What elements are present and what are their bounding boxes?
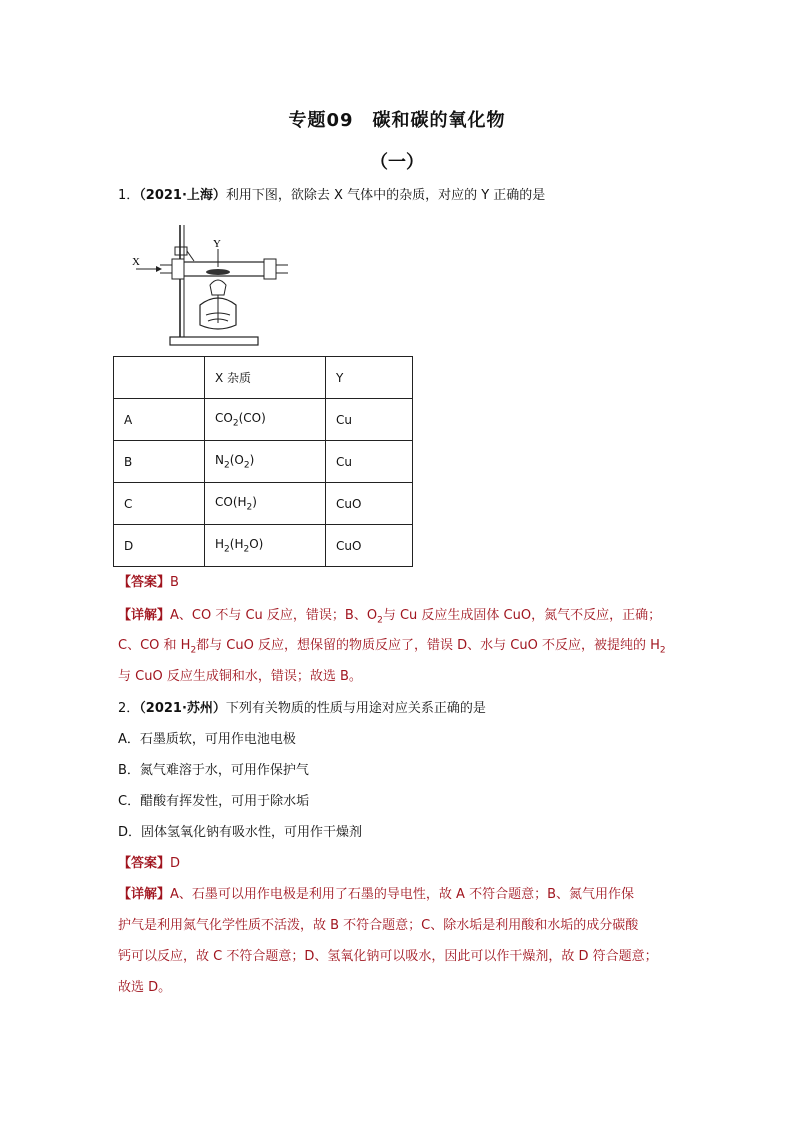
question-1-stem — [118, 186, 545, 206]
detail-2-line-2: 护气是利用氮气化学性质不活泼，故 B 不符合题意；C、除水垢是利用酸和水垢的成分碳酸 — [118, 918, 639, 933]
question-source: （2021·上海） — [139, 188, 226, 203]
question-source: （2021·苏州） — [139, 701, 226, 716]
table-header-cell: X 杂质 — [205, 357, 326, 399]
label-y: Y — [213, 238, 221, 250]
question-2-stem — [118, 699, 486, 719]
question-number: 2． — [118, 701, 140, 716]
table-row — [114, 483, 413, 525]
question-number: 1． — [118, 188, 140, 203]
detail-2-line-3: 钙可以反应，故 C 不符合题意；D、氢氧化钠可以吸水，因此可以作干燥剂，故 D 符合题意； — [118, 949, 658, 964]
table-header-cell — [114, 357, 205, 399]
detail-2-line-4: 故选 D。 — [118, 980, 172, 995]
table-cell: A — [114, 399, 205, 441]
table-row — [114, 441, 413, 483]
table-cell: Cu — [326, 399, 413, 441]
question-text: 利用下图，欲除去 X 气体中的杂质，对应的 Y 正确的是 — [225, 188, 546, 203]
detail-1-line-1: 【详解】A、CO 不与 Cu 反应，错误；B、$O_2$与 Cu 反应生成固体 CuO，氮气不反应，正确； — [118, 608, 662, 626]
apparatus-diagram — [130, 225, 290, 350]
label-x: X — [132, 256, 140, 268]
table-cell: Cu — [326, 441, 413, 483]
option-b: B．氮气难溶于水，可用作保护气 — [118, 763, 309, 778]
table-cell: D — [114, 525, 205, 567]
table-cell: CuO — [326, 483, 413, 525]
options-table — [113, 356, 413, 567]
option-a: A．石墨质软，可用作电池电极 — [118, 732, 296, 747]
option-c: C．醋酸有挥发性，可用于除水垢 — [118, 794, 310, 809]
table-row — [114, 525, 413, 567]
page-subtitle: （一） — [370, 152, 424, 173]
table-cell: C — [114, 483, 205, 525]
table-header-row — [114, 357, 413, 399]
table-cell: CuO — [326, 525, 413, 567]
page-title: 专题09 碳和碳的氧化物 — [288, 110, 506, 131]
table-cell: $H_2(H_2O)$ — [205, 525, 326, 567]
table-header-cell: Y — [326, 357, 413, 399]
detail-1-line-3: 与 CuO 反应生成铜和水，错误；故选 B。 — [118, 669, 362, 684]
answer-1: 【答案】B — [118, 575, 179, 590]
detail-2-line-1: 【详解】A、石墨可以用作电极是利用了石墨的导电性，故 A 不符合题意；B、氮气用作保 — [118, 887, 634, 902]
table-row — [114, 399, 413, 441]
table-cell: B — [114, 441, 205, 483]
table-cell: $CO(H_2)$ — [205, 483, 326, 525]
answer-2: 【答案】D — [118, 856, 181, 871]
table-cell: $CO_2(CO)$ — [205, 399, 326, 441]
table-cell: $N_2(O_2)$ — [205, 441, 326, 483]
option-d: D．固体氢氧化钠有吸水性，可用作干燥剂 — [118, 825, 363, 840]
detail-1-line-2: C、CO 和 $H_2$都与 CuO 反应，想保留的物质反应了，错误 D、水与 CuO 不反应，被提纯的 $H_2$ — [118, 638, 666, 656]
question-text: 下列有关物质的性质与用途对应关系正确的是 — [225, 701, 486, 716]
